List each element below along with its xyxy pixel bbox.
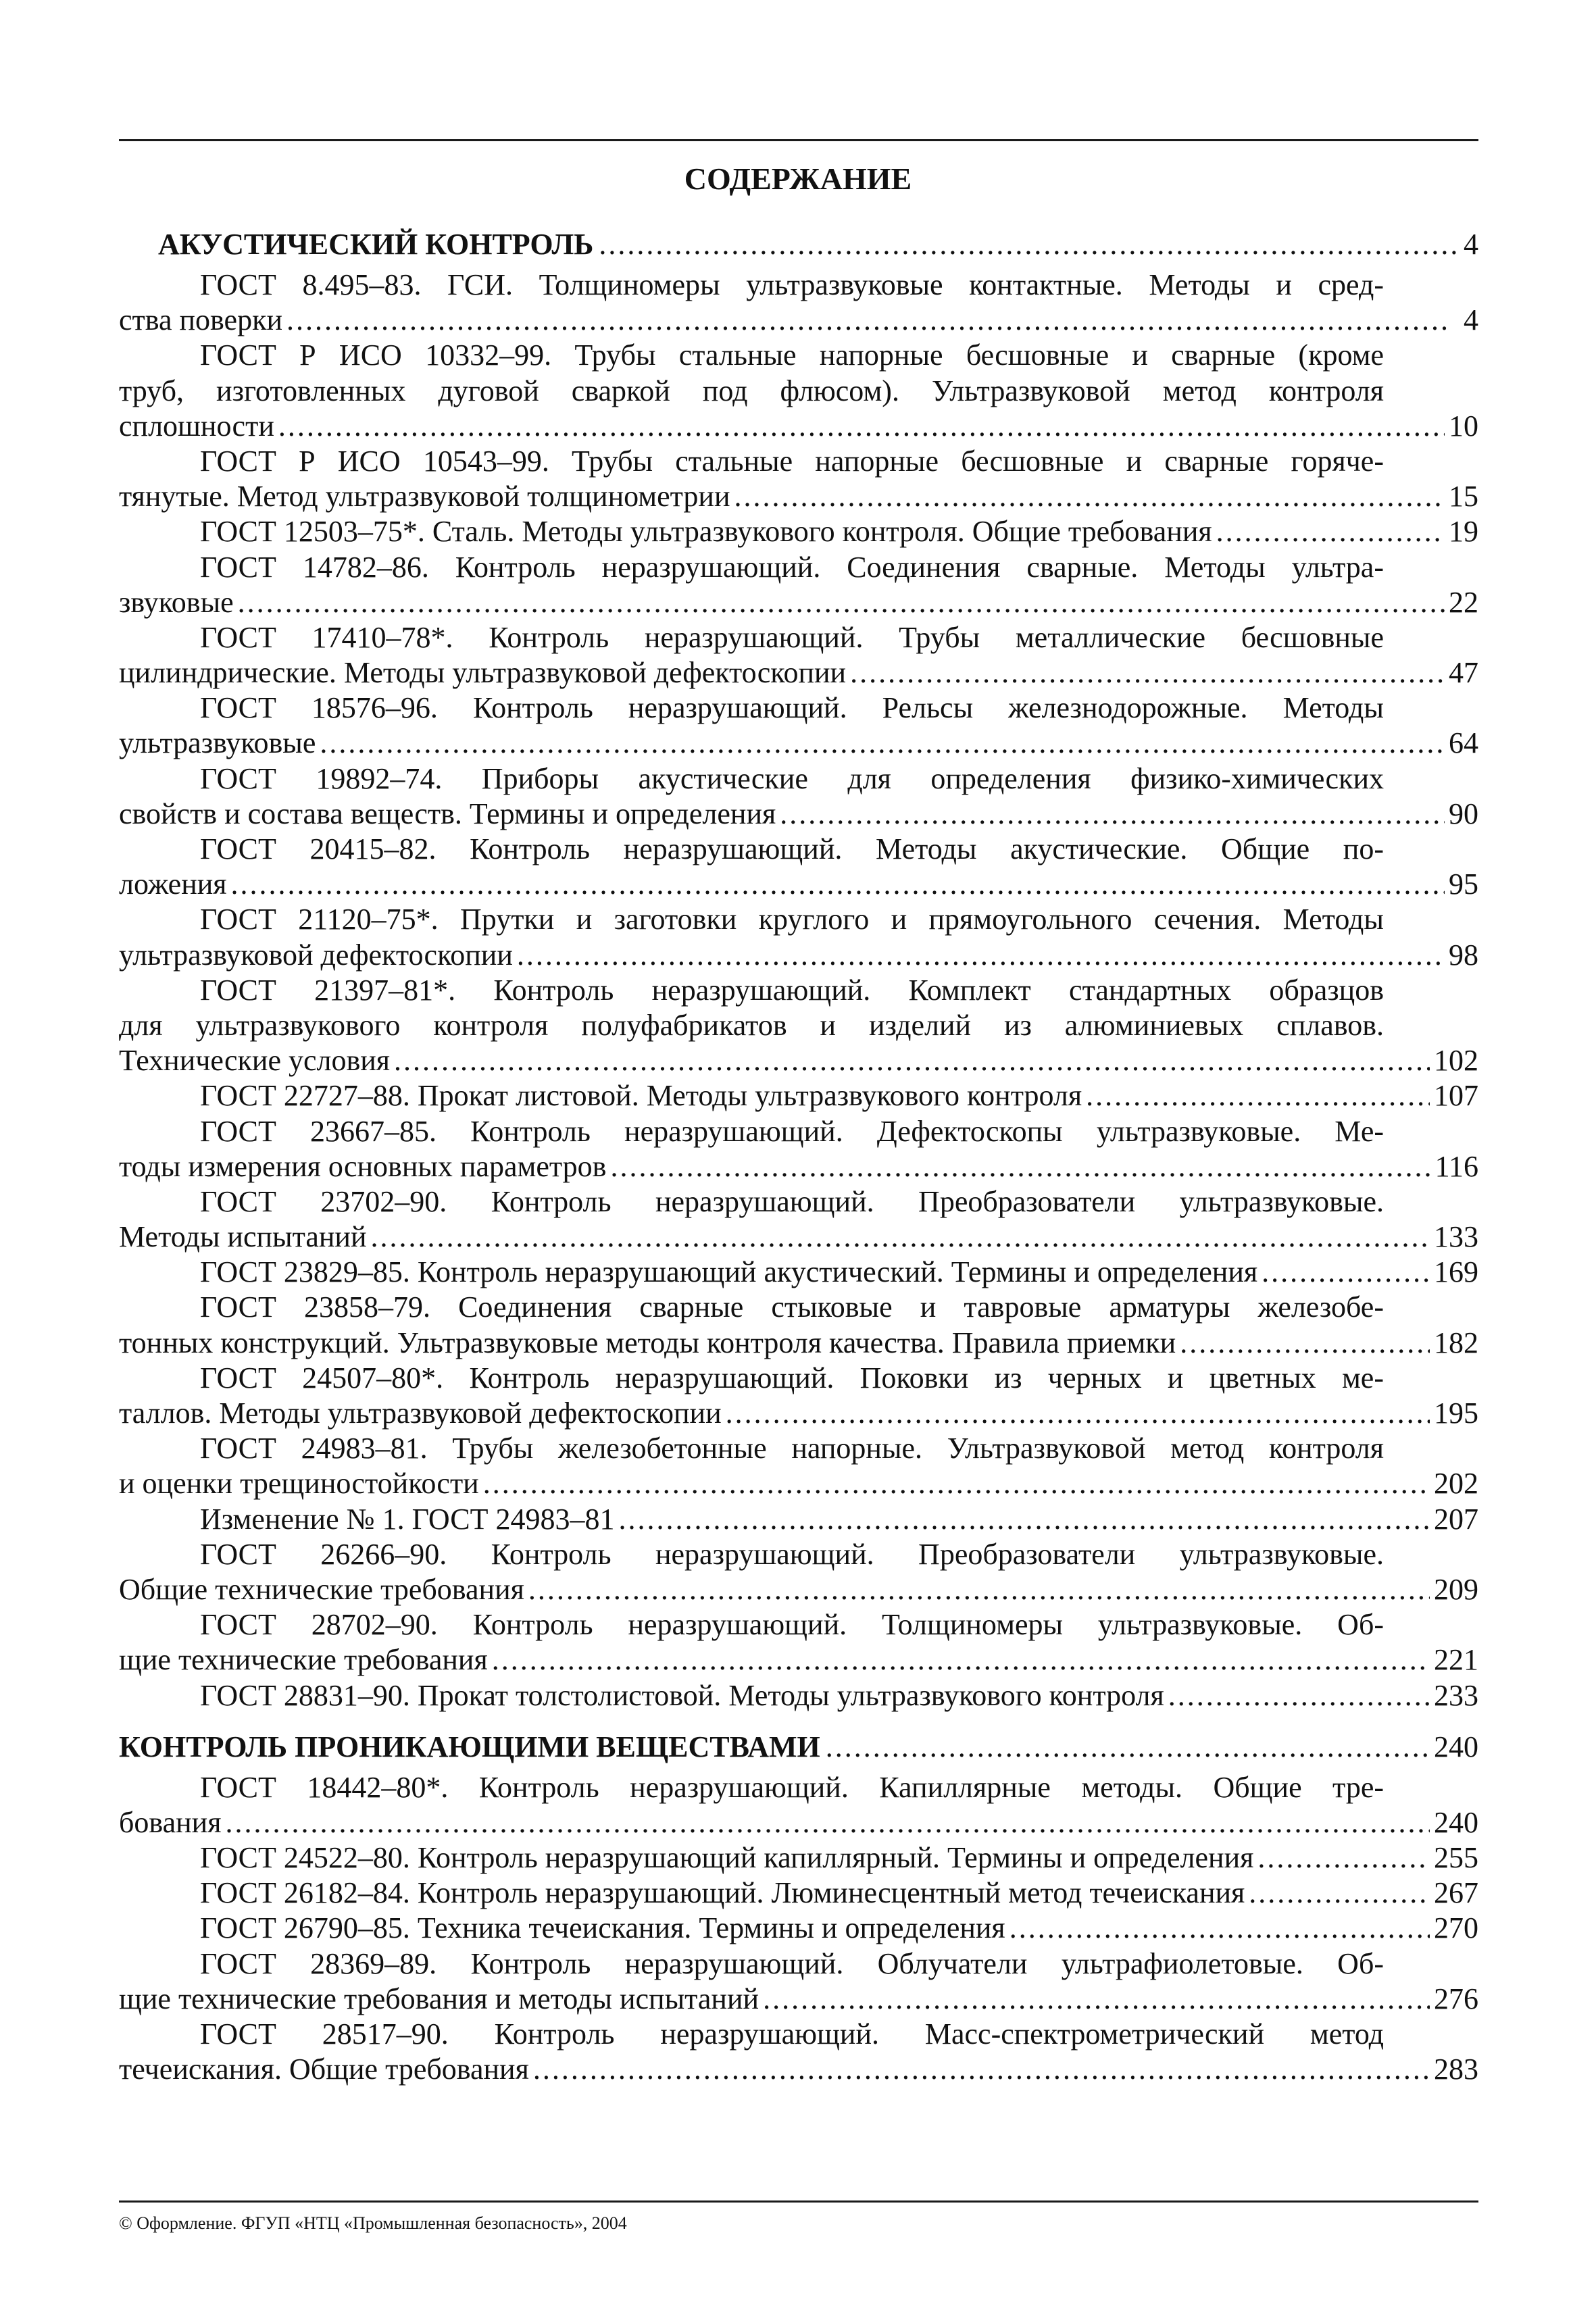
dot-leader (492, 1642, 1430, 1678)
entry-text: ГОСТ 26790–85. Техника течеискания. Термины и определения (200, 1911, 1005, 1945)
dot-leader (1262, 1255, 1430, 1290)
toc-entry-line (119, 832, 1478, 867)
page-number: 102 (1434, 1044, 1478, 1078)
toc-entry-line (119, 585, 1478, 620)
page-number: 10 (1449, 409, 1478, 443)
toc-entry-line (119, 303, 1478, 338)
toc-entry-line (119, 1114, 1478, 1149)
entry-text: ГОСТ 19892–74. Приборы акустические для определения физико-химических (200, 761, 1384, 795)
toc-entry-line (119, 1946, 1478, 1982)
toc-entry-line (119, 973, 1478, 1008)
toc-entry[interactable] (119, 1840, 1478, 1876)
toc-section-heading[interactable] (119, 227, 1478, 262)
dot-leader (610, 1149, 1430, 1184)
toc-entry[interactable] (119, 1607, 1478, 1678)
entry-text: Методы испытаний (119, 1220, 367, 1254)
entry-text: ГОСТ 23667–85. Контроль неразрушающий. Дефектоскопы ультразвуковые. Ме- (200, 1114, 1384, 1148)
toc-entry[interactable] (119, 1770, 1478, 1840)
toc-entry[interactable] (119, 1431, 1478, 1501)
dot-leader (1257, 1840, 1430, 1876)
page-number: 133 (1434, 1220, 1478, 1254)
entry-text: звуковые (119, 585, 234, 619)
toc-entry-line (119, 1466, 1478, 1501)
page-number: 98 (1449, 938, 1478, 972)
dot-leader (394, 1043, 1430, 1078)
entry-text: ГОСТ 20415–82. Контроль неразрушающий. Методы акустические. Общие по- (200, 832, 1384, 865)
toc-entry-line (119, 268, 1478, 303)
toc-entry-line (119, 1184, 1478, 1219)
toc-entry[interactable] (119, 1078, 1478, 1113)
toc-entry-line (119, 1431, 1478, 1466)
toc-entry-line (119, 1805, 1478, 1840)
toc-entry[interactable] (119, 1946, 1478, 2017)
toc-entry-line (119, 1502, 1478, 1537)
toc-entry-line (119, 550, 1478, 585)
toc-entry[interactable] (119, 690, 1478, 761)
dot-leader (238, 585, 1445, 620)
entry-text: ГОСТ 24983–81. Трубы железобетонные напорные. Ультразвуковой метод контроля (200, 1432, 1384, 1465)
entry-text: ГОСТ Р ИСО 10543–99. Трубы стальные напорные бесшовные и сварные горяче- (200, 444, 1384, 478)
toc-entry-line (119, 1911, 1478, 1946)
dot-leader (483, 1466, 1430, 1501)
toc-entry-line (119, 1361, 1478, 1396)
toc-entry[interactable] (119, 761, 1478, 832)
page-number: 64 (1449, 726, 1478, 760)
entry-text: ложения (119, 867, 227, 901)
page-number: 182 (1434, 1326, 1478, 1359)
dot-leader (850, 655, 1445, 690)
toc-entry[interactable] (119, 1184, 1478, 1255)
entry-text: ГОСТ Р ИСО 10332–99. Трубы стальные напорные бесшовные и сварные (кроме (200, 338, 1384, 372)
page-number: 116 (1435, 1149, 1478, 1183)
entry-text: тоды измерения основных параметров (119, 1149, 607, 1183)
entry-text: ультразвуковые (119, 726, 316, 760)
toc-entry[interactable] (119, 1290, 1478, 1360)
dot-leader (1009, 1911, 1430, 1946)
section-heading-text: КОНТРОЛЬ ПРОНИКАЮЩИМИ ВЕЩЕСТВАМИ (119, 1730, 820, 1763)
entry-text: ГОСТ 23858–79. Соединения сварные стыковые и тавровые арматуры железобе- (200, 1290, 1384, 1324)
page-number: 169 (1434, 1255, 1478, 1289)
toc-entry-line (119, 1255, 1478, 1290)
toc-entry-line (119, 1290, 1478, 1325)
entry-text: ГОСТ 8.495–83. ГСИ. Толщиномеры ультразвуковые контактные. Методы и сред- (200, 268, 1384, 301)
dot-leader (599, 227, 1458, 262)
page-number: 47 (1449, 656, 1478, 690)
toc-entry-line (119, 1678, 1478, 1713)
toc-entry[interactable] (119, 338, 1478, 444)
dot-leader (528, 1572, 1430, 1607)
toc-entry[interactable] (119, 973, 1478, 1079)
entry-text: течеискания. Общие требования (119, 2053, 529, 2086)
dot-leader (618, 1502, 1430, 1537)
entry-text: щие технические требования (119, 1643, 488, 1677)
toc-entry-line (119, 1876, 1478, 1911)
toc-entry-line (119, 1537, 1478, 1572)
toc-entry[interactable] (119, 1502, 1478, 1537)
section-heading-text: АКУСТИЧЕСКИЙ КОНТРОЛЬ (158, 228, 594, 261)
toc-entry[interactable] (119, 832, 1478, 902)
toc-entry-line (119, 1840, 1478, 1876)
toc-entry-line (119, 444, 1478, 479)
dot-leader (734, 479, 1445, 514)
entry-text: свойств и состава веществ. Термины и определения (119, 797, 776, 830)
toc-entry-line (119, 338, 1478, 373)
entry-text: ГОСТ 23702–90. Контроль неразрушающий. Преобразователи ультразвуковые. (200, 1184, 1384, 1218)
dot-leader (1180, 1326, 1430, 1361)
dot-leader (533, 2052, 1430, 2087)
entry-text: ГОСТ 21397–81*. Контроль неразрушающий. Комплект стандартных образцов (200, 973, 1384, 1007)
page-number: 267 (1434, 1876, 1478, 1910)
toc-entry-line (119, 867, 1478, 902)
toc-entry[interactable] (119, 1876, 1478, 1911)
toc-entry-line (119, 1008, 1478, 1043)
page-number: 90 (1449, 797, 1478, 830)
entry-text: ГОСТ 14782–86. Контроль неразрушающий. Соединения сварные. Методы ультра- (200, 550, 1384, 584)
dot-leader (231, 867, 1445, 902)
page-number: 233 (1434, 1678, 1478, 1712)
dot-leader (371, 1219, 1430, 1255)
copyright-footer: © Оформление. ФГУП «НТЦ «Промышленная безопасность», 2004 (119, 2213, 627, 2233)
entry-text: для ультразвукового контроля полуфабрикатов и изделий из алюминиевых сплавов. (119, 1008, 1384, 1042)
toc-entry-line (119, 1572, 1478, 1607)
entry-text: тянутые. Метод ультразвуковой толщинометрии (119, 480, 730, 513)
page-number: 22 (1449, 585, 1478, 619)
page-number: 107 (1434, 1079, 1478, 1113)
page-number: 283 (1434, 2053, 1478, 2086)
entry-text: ГОСТ 28831–90. Прокат толстолистовой. Методы ультразвукового контроля (200, 1678, 1164, 1712)
toc-entry-line (119, 1326, 1478, 1361)
dot-leader (1249, 1876, 1430, 1911)
heading-spacer (119, 262, 1478, 268)
dot-leader (517, 938, 1445, 973)
toc-entry-line (119, 409, 1478, 444)
top-rule (119, 139, 1478, 141)
toc-entry[interactable] (119, 1537, 1478, 1607)
entry-text: ства поверки (119, 303, 282, 337)
entry-text: ГОСТ 24522–80. Контроль неразрушающий капиллярный. Термины и определения (200, 1841, 1254, 1875)
entry-text: ультразвуковой дефектоскопии (119, 938, 513, 972)
toc-entry-line (119, 902, 1478, 937)
entry-text: труб, изготовленных дуговой сваркой под флюсом). Ультразвуковой метод контроля (119, 374, 1384, 407)
toc-entry-line (119, 655, 1478, 690)
toc-entry-line (119, 479, 1478, 514)
entry-text: Общие технические требования (119, 1572, 524, 1606)
page-number: 240 (1434, 1730, 1478, 1763)
entry-text: ГОСТ 26266–90. Контроль неразрушающий. Преобразователи ультразвуковые. (200, 1537, 1384, 1571)
toc-entry[interactable] (119, 1911, 1478, 1946)
dot-leader (286, 303, 1447, 338)
dot-leader (763, 1982, 1430, 2017)
toc-entry[interactable] (119, 514, 1478, 549)
toc-entry-line (119, 690, 1478, 726)
entry-text: цилиндрические. Методы ультразвуковой дефектоскопии (119, 656, 847, 690)
page-number: 15 (1449, 480, 1478, 513)
entry-text: бования (119, 1805, 222, 1839)
entry-text: ГОСТ 23829–85. Контроль неразрушающий акустический. Термины и определения (200, 1255, 1258, 1289)
toc-section-heading[interactable] (119, 1730, 1478, 1765)
page-number: 209 (1434, 1572, 1478, 1606)
page-number: 202 (1434, 1467, 1478, 1501)
entry-text: ГОСТ 12503–75*. Сталь. Методы ультразвукового контроля. Общие требования (200, 515, 1212, 549)
entry-text: ГОСТ 21120–75*. Прутки и заготовки круглого и прямоугольного сечения. Методы (200, 903, 1384, 936)
entry-text: ГОСТ 28702–90. Контроль неразрушающий. Толщиномеры ультразвуковые. Об- (200, 1608, 1384, 1642)
page-number: 4 (1464, 228, 1478, 261)
dot-leader (1168, 1678, 1430, 1713)
toc-entry[interactable] (119, 2017, 1478, 2087)
dot-leader (780, 797, 1445, 832)
toc-entry-line (119, 374, 1478, 409)
page-title: СОДЕРЖАНИЕ (684, 161, 912, 196)
heading-spacer (119, 1765, 1478, 1770)
page-number: 19 (1449, 515, 1478, 549)
page-number: 4 (1464, 303, 1478, 337)
page-number: 221 (1434, 1643, 1478, 1677)
toc-entry[interactable] (119, 1255, 1478, 1290)
entry-text: Изменение № 1. ГОСТ 24983–81 (200, 1502, 615, 1536)
toc-entry-line (119, 620, 1478, 655)
toc-entry-line (119, 1607, 1478, 1642)
toc-entry-line (119, 1396, 1478, 1431)
entry-text: ГОСТ 22727–88. Прокат листовой. Методы ультразвукового контроля (200, 1079, 1082, 1113)
entry-text: ГОСТ 17410–78*. Контроль неразрушающий. Трубы металлические бесшовные (200, 620, 1384, 654)
dot-leader (278, 409, 1445, 444)
toc-entry-line (119, 1043, 1478, 1078)
table-of-contents (119, 227, 1478, 2087)
page-number: 195 (1434, 1397, 1478, 1430)
dot-leader (826, 1730, 1428, 1765)
entry-text: ГОСТ 18442–80*. Контроль неразрушающий. Капиллярные методы. Общие тре- (200, 1770, 1384, 1804)
toc-entry-line (119, 2052, 1478, 2087)
page-number: 207 (1434, 1502, 1478, 1536)
entry-text: и оценки трещиностойкости (119, 1467, 479, 1501)
toc-entry-line (119, 761, 1478, 797)
page-number: 276 (1434, 1982, 1478, 2015)
dot-leader (1086, 1078, 1430, 1113)
toc-entry-line (119, 2017, 1478, 2052)
entry-text: тонных конструкций. Ультразвуковые методы контроля качества. Правила приемки (119, 1326, 1176, 1359)
toc-entry[interactable] (119, 550, 1478, 620)
dot-leader (225, 1805, 1430, 1840)
toc-entry-line (119, 1219, 1478, 1255)
entry-text: ГОСТ 26182–84. Контроль неразрушающий. Люминесцентный метод течеискания (200, 1876, 1245, 1910)
entry-text: сплошности (119, 409, 274, 443)
toc-entry-line (119, 1642, 1478, 1678)
dot-leader (1216, 514, 1445, 549)
entry-text: таллов. Методы ультразвуковой дефектоскопии (119, 1397, 722, 1430)
toc-entry[interactable] (119, 902, 1478, 972)
page-number: 95 (1449, 867, 1478, 901)
entry-text: ГОСТ 28517–90. Контроль неразрушающий. Масс-спектрометрический метод (200, 2017, 1384, 2051)
toc-entry-line (119, 797, 1478, 832)
toc-entry-line (119, 726, 1478, 761)
toc-entry-line (119, 1149, 1478, 1184)
entry-text: Технические условия (119, 1044, 391, 1078)
section-spacer (119, 1713, 1478, 1730)
entry-text: ГОСТ 18576–96. Контроль неразрушающий. Рельсы железнодорожные. Методы (200, 691, 1384, 725)
dot-leader (726, 1396, 1430, 1431)
toc-entry[interactable] (119, 444, 1478, 514)
dot-leader (320, 726, 1445, 761)
toc-entry-line (119, 514, 1478, 549)
toc-entry-line (119, 1770, 1478, 1805)
page-number: 270 (1434, 1911, 1478, 1945)
toc-entry-line (119, 938, 1478, 973)
toc-entry[interactable] (119, 620, 1478, 690)
toc-entry-line (119, 1078, 1478, 1113)
toc-entry[interactable] (119, 1678, 1478, 1713)
bottom-rule (119, 2200, 1478, 2203)
toc-entry-line (119, 1982, 1478, 2017)
page-number: 240 (1434, 1805, 1478, 1839)
toc-entry[interactable] (119, 1361, 1478, 1431)
entry-text: ГОСТ 28369–89. Контроль неразрушающий. Облучатели ультрафиолетовые. Об- (200, 1946, 1384, 1980)
entry-text: щие технические требования и методы испытаний (119, 1982, 759, 2015)
toc-entry[interactable] (119, 1114, 1478, 1184)
toc-entry[interactable] (119, 268, 1478, 338)
entry-text: ГОСТ 24507–80*. Контроль неразрушающий. Поковки из черных и цветных ме- (200, 1361, 1384, 1394)
page-number: 255 (1434, 1841, 1478, 1875)
